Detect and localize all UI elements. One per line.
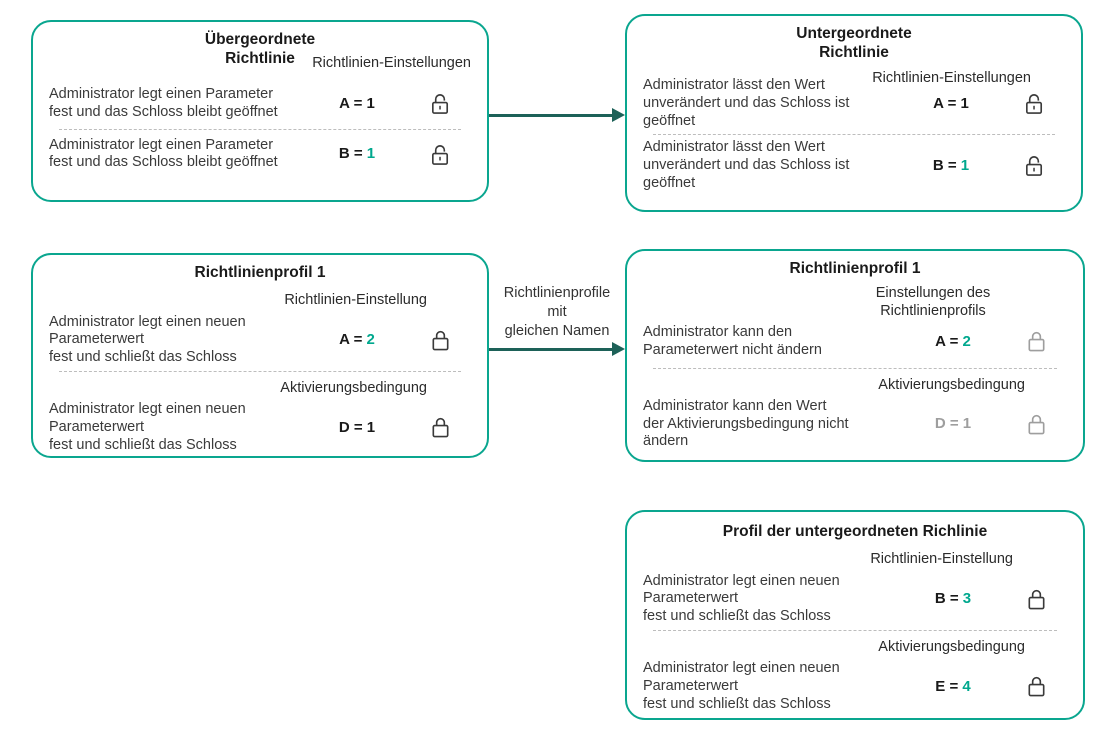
- profile-arrow-line: [489, 348, 613, 351]
- row-description: Administrator legt einen neuen Parameterwert fest und schließt das Schloss: [643, 660, 840, 712]
- row-description: Administrator legt einen Parameter fest und das Schloss bleibt geöffnet: [49, 136, 278, 171]
- profile-settings-label: Einstellungen des Richtlinienprofils: [875, 285, 991, 319]
- row-description: Administrator legt einen neuen Parameterwert fest und schließt das Schloss: [643, 572, 840, 625]
- parent-policy-box: [31, 20, 489, 202]
- row-description: Administrator legt einen neuen Parameterwert fest und schließt das Schloss: [49, 313, 246, 366]
- row-value: [305, 419, 409, 437]
- inheritance-arrow-line: [489, 114, 613, 117]
- policy-setting-row: [49, 137, 471, 172]
- row-value: [901, 678, 1005, 696]
- row-description: Administrator kann den Parameterwert nicht ändern: [643, 324, 822, 358]
- param-name: E =: [935, 677, 959, 695]
- param-value: 3: [962, 590, 972, 608]
- inheritance-arrow-head: [612, 108, 625, 122]
- open-lock-icon: [1023, 153, 1046, 178]
- row-divider: [59, 371, 461, 372]
- row-description: Administrator lässt den Wert unverändert und das Schloss ist geöffnet: [643, 77, 850, 129]
- activation-condition-label: Aktivierungsbedingung: [878, 376, 1025, 393]
- policy-setting-row: [643, 139, 1065, 192]
- row-value: [305, 331, 409, 349]
- closed-lock-icon: [1025, 674, 1048, 699]
- param-value: 1: [366, 418, 376, 436]
- open-lock-icon: [429, 91, 452, 116]
- child-policy-title: Untergeordnete Richtlinie: [796, 25, 912, 62]
- policy-settings-label: Richtlinien-Einstellungen: [872, 69, 1031, 86]
- closed-lock-icon: [1025, 329, 1048, 354]
- row-value: [305, 95, 409, 113]
- param-name: B =: [932, 156, 957, 174]
- row-value: [901, 415, 1005, 433]
- closed-lock-icon: [1025, 412, 1048, 437]
- row-divider: [59, 129, 461, 130]
- row-value: [305, 145, 409, 163]
- policy-profile-title: Richtlinienprofil 1: [194, 264, 326, 281]
- policy-setting-row: [49, 86, 471, 121]
- policy-setting-row: [643, 573, 1067, 626]
- param-value: 1: [960, 156, 970, 174]
- param-name: B =: [338, 145, 363, 163]
- param-name: D =: [934, 415, 959, 433]
- param-name: D =: [338, 418, 363, 436]
- param-name: B =: [934, 590, 959, 608]
- activation-condition-label: Aktivierungsbedingung: [878, 638, 1025, 655]
- param-name: A =: [339, 331, 363, 349]
- row-divider: [653, 134, 1055, 135]
- policy-profile-1-box: [31, 253, 489, 458]
- param-name: A =: [935, 332, 959, 350]
- row-divider: [653, 630, 1057, 631]
- child-policy-box: [625, 14, 1083, 212]
- row-value: [901, 590, 1005, 608]
- policy-setting-row: [643, 660, 1067, 713]
- policy-setting-row: [643, 398, 1067, 451]
- activation-condition-label: Aktivierungsbedingung: [280, 379, 427, 396]
- param-name: A =: [339, 94, 363, 112]
- open-lock-icon: [429, 142, 452, 167]
- row-value: [901, 333, 1005, 351]
- child-profile-title: Profil der untergeordneten Richlinie: [722, 523, 988, 540]
- parent-policy-title: Übergeordnete Richtlinie: [204, 31, 316, 68]
- policy-profile-title: Richtlinienprofil 1: [789, 260, 921, 277]
- param-value: 1: [366, 94, 375, 112]
- row-value: [899, 157, 1003, 175]
- profile-arrow-head: [612, 342, 625, 356]
- child-policy-profile-box: [625, 510, 1085, 720]
- row-value: [899, 95, 1003, 113]
- closed-lock-icon: [1025, 587, 1048, 612]
- param-value: 4: [962, 677, 971, 695]
- row-description: Administrator legt einen Parameter fest und das Schloss bleibt geöffnet: [49, 86, 278, 120]
- policy-setting-row: [643, 324, 1067, 359]
- closed-lock-icon: [429, 328, 452, 353]
- param-value: 1: [960, 94, 969, 112]
- param-value: 1: [366, 145, 376, 163]
- policy-setting-label: Richtlinien-Einstellung: [870, 551, 1013, 568]
- policy-settings-label: Richtlinien-Einstellungen: [312, 54, 471, 71]
- param-value: 2: [366, 331, 375, 349]
- row-divider: [653, 368, 1057, 369]
- row-description: Administrator kann den Wert der Aktivierungsbedingung nicht ändern: [643, 397, 849, 450]
- param-value: 1: [962, 415, 972, 433]
- policy-setting-row: [49, 314, 471, 367]
- open-lock-icon: [1023, 91, 1046, 116]
- row-description: Administrator lässt den Wert unverändert und das Schloss ist geöffnet: [643, 139, 850, 191]
- policy-setting-label: Richtlinien-Einstellung: [284, 292, 427, 309]
- closed-lock-icon: [429, 415, 452, 440]
- profiles-arrow-label: Richtlinienprofile mit gleichen Namen: [503, 285, 611, 339]
- param-value: 2: [962, 332, 971, 350]
- policy-profile-1-child-box: [625, 249, 1085, 462]
- row-description: Administrator legt einen neuen Parameterwert fest und schließt das Schloss: [49, 401, 246, 453]
- policy-setting-row: [49, 401, 471, 454]
- param-name: A =: [933, 94, 957, 112]
